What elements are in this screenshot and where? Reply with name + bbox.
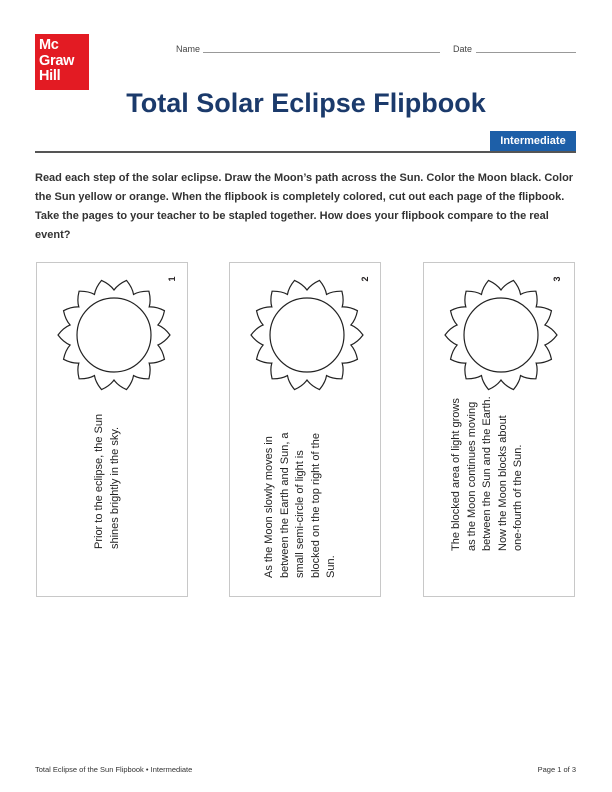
page-number-2: 2 [360, 276, 370, 282]
sun-disc [270, 298, 344, 372]
date-label: Date [453, 44, 473, 54]
sun-disc [77, 298, 151, 372]
sun-rays [58, 280, 170, 389]
brand-logo-line1: Mc [39, 37, 59, 53]
instructions-text: Read each step of the solar eclipse. Draw the Moon’s path across the Sun. Color the Moon black. Color the Sun yellow or orange. When the flipbook is completely colored, cut out each page of the flipbook. Take the pages to your teacher to be stapled together. How does your flipbook compare to the real event? [35, 172, 574, 241]
name-field[interactable] [203, 52, 440, 53]
level-badge: Intermediate [490, 131, 576, 152]
card-text-3: The blocked area of light grows as the Moon continues moving between the Sun and the Earth. Now the Moon blocks about one-fourth of the Sun. [450, 396, 524, 551]
card-text-1: Prior to the eclipse, the Sun shines brightly in the sky. [93, 413, 121, 549]
sun-rays [445, 280, 557, 389]
brand-logo [35, 34, 89, 90]
page-title: Total Solar Eclipse Flipbook [126, 88, 486, 118]
card-text-2: As the Moon slowly moves in between the Earth and Sun, a small semi-circle of light is blocked on the top right of the Sun. [263, 432, 337, 578]
name-label: Name [176, 44, 201, 54]
brand-logo-line2: Graw [39, 52, 75, 69]
sun-disc [464, 298, 538, 372]
sun-rays [251, 280, 363, 389]
footer-page-number: Page 1 of 3 [537, 765, 576, 774]
date-field[interactable] [476, 52, 576, 53]
brand-logo-line3: Hill [39, 68, 61, 84]
page-number-3: 3 [552, 276, 562, 282]
page-number-1: 1 [167, 276, 177, 282]
header-divider [35, 151, 576, 153]
footer-title: Total Eclipse of the Sun Flipbook • Intermediate [35, 765, 193, 774]
